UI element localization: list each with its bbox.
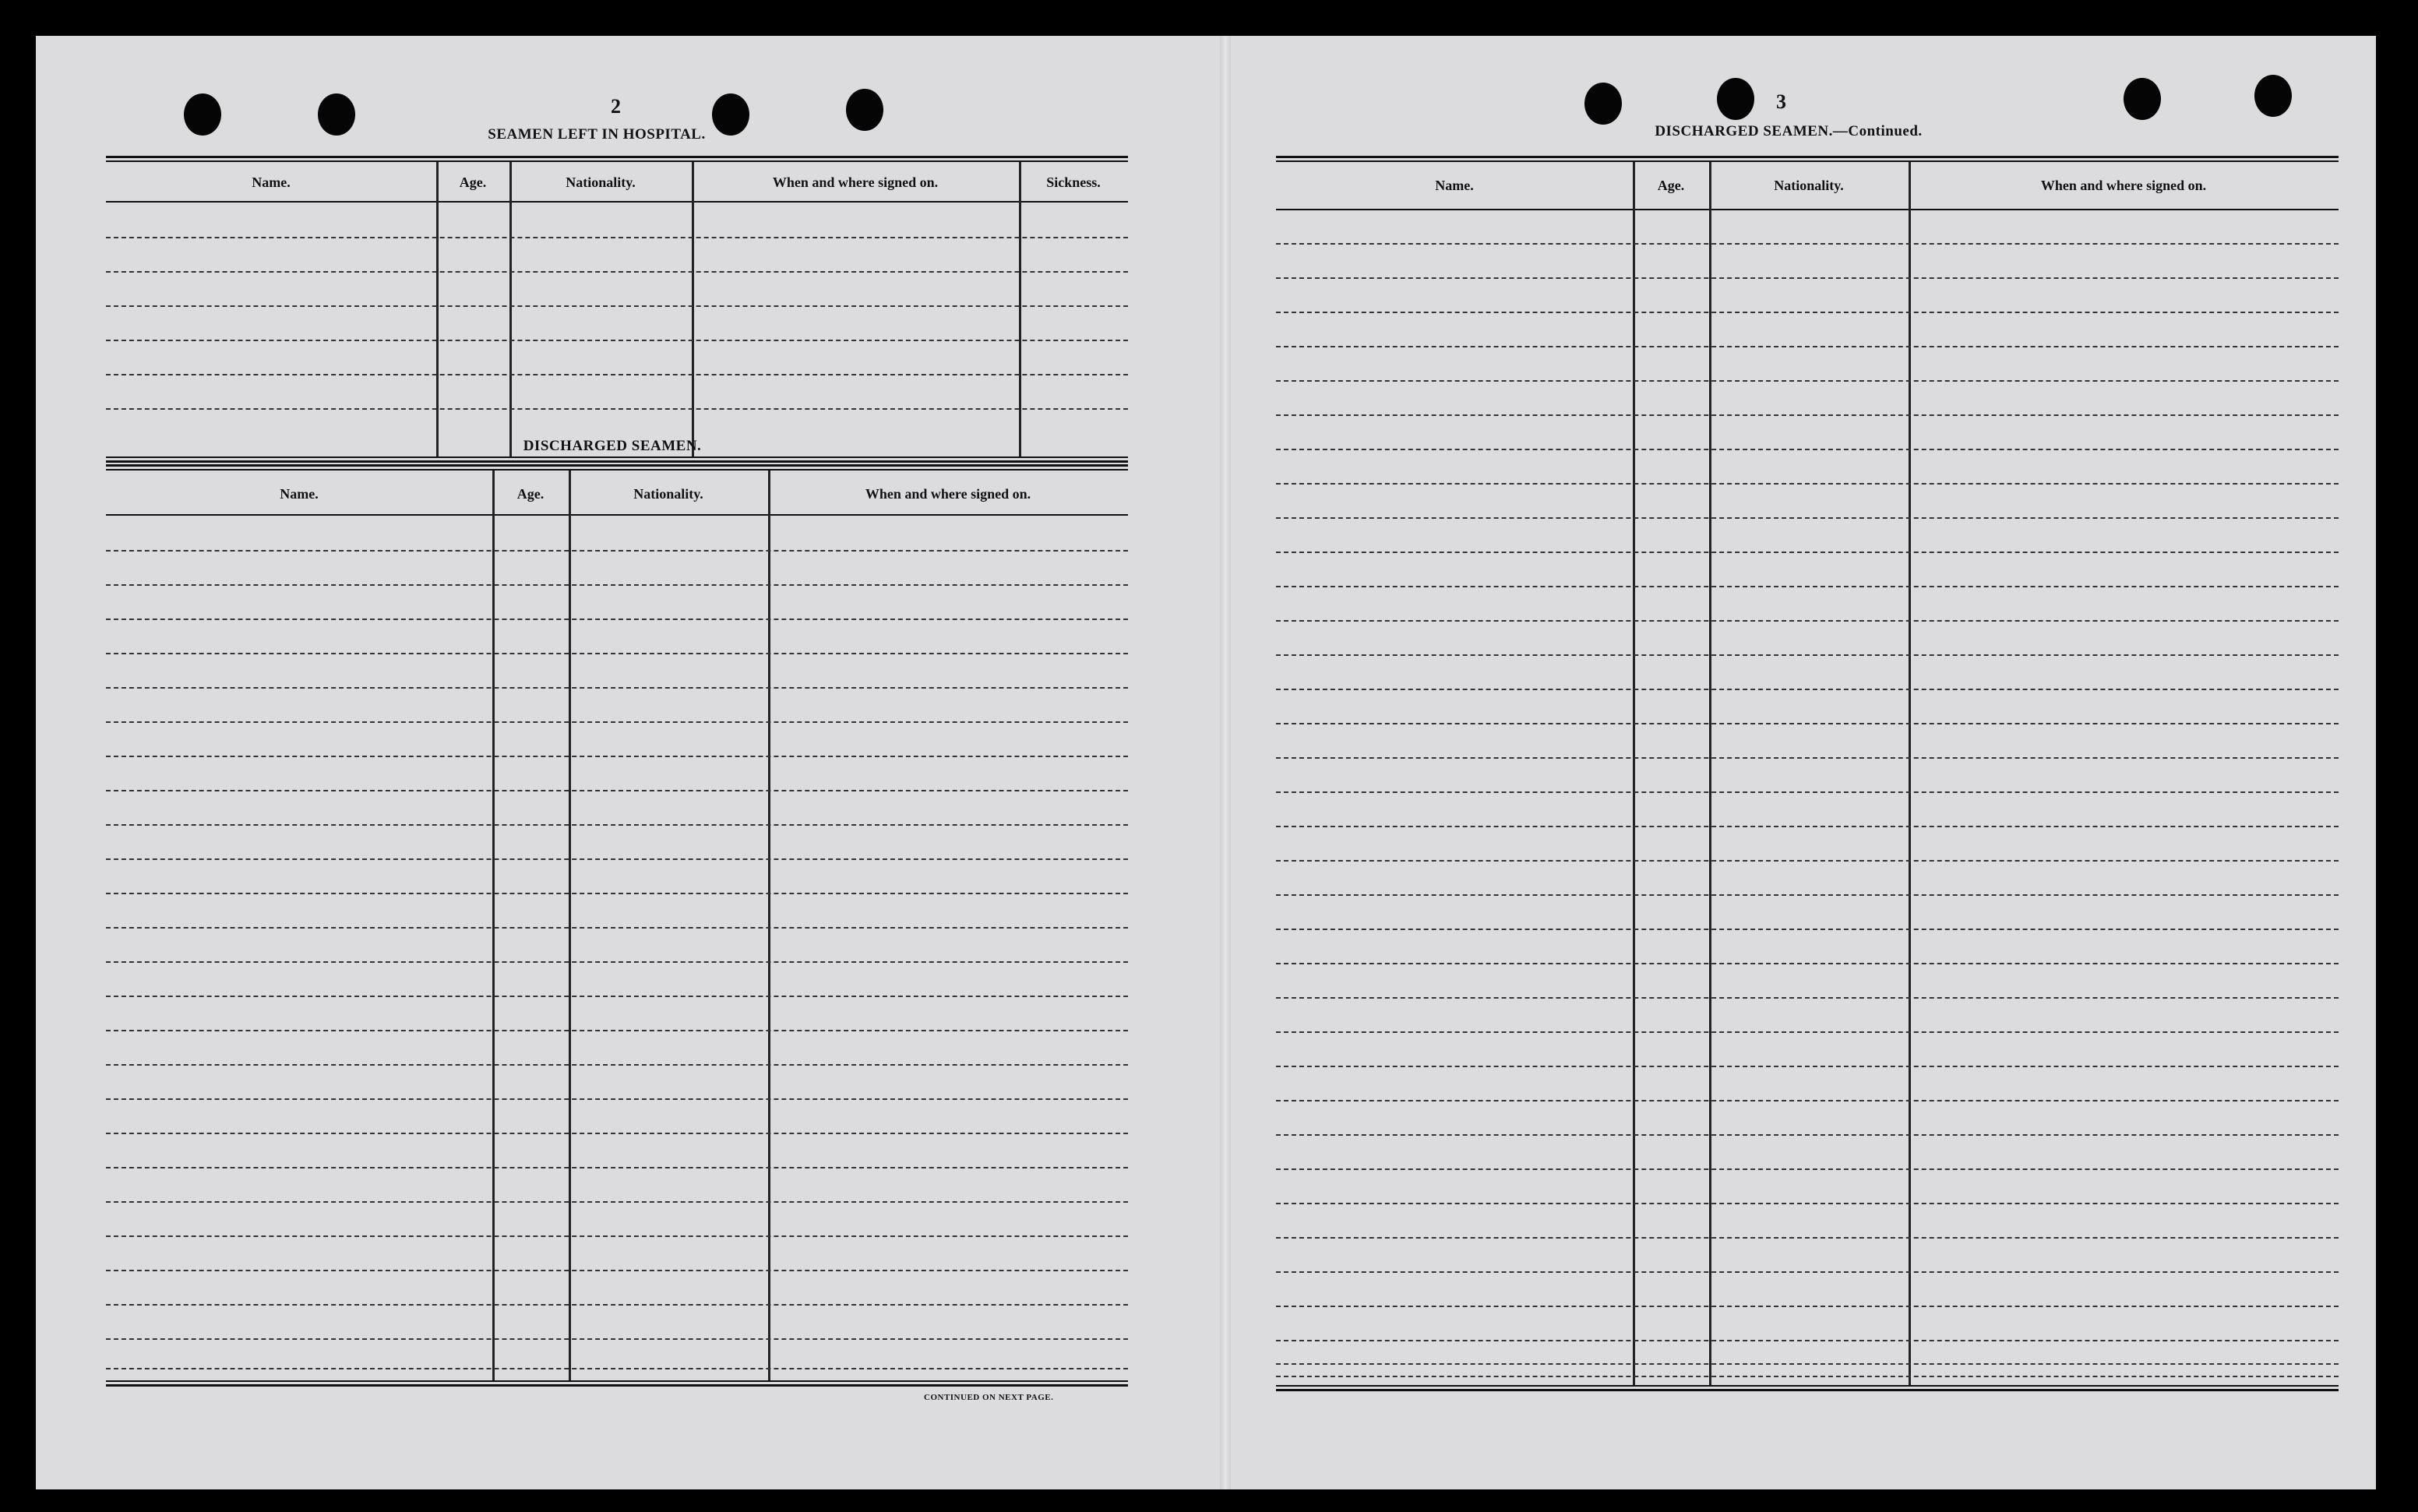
table-row xyxy=(106,961,1128,963)
table-row xyxy=(1276,860,2339,862)
table-row xyxy=(106,756,1128,757)
hospital-table xyxy=(106,156,1128,463)
table-row xyxy=(106,237,1128,238)
discharged-col-name: Name. xyxy=(280,486,319,502)
table-row xyxy=(1276,1031,2339,1033)
table-row xyxy=(1276,346,2339,347)
discharged-continued-title: DISCHARGED SEAMEN.—Continued. xyxy=(1655,123,1923,139)
table-row xyxy=(106,1098,1128,1100)
table-row xyxy=(106,790,1128,791)
continued-col-age: Age. xyxy=(1657,178,1685,193)
table-row xyxy=(1276,1376,2339,1377)
table-row xyxy=(1276,483,2339,485)
continued-col-nationality: Nationality. xyxy=(1774,178,1844,193)
punch-hole xyxy=(2124,78,2161,120)
table-row xyxy=(1276,963,2339,964)
table-row xyxy=(106,1368,1128,1369)
document-sheet xyxy=(36,36,2376,1489)
hospital-col-signed-on: When and where signed on. xyxy=(772,174,939,190)
continued-col-signed-on: When and where signed on. xyxy=(2040,178,2207,193)
table-row xyxy=(106,550,1128,552)
table-row xyxy=(106,305,1128,307)
table-row xyxy=(1276,826,2339,827)
punch-hole xyxy=(712,93,749,136)
table-row xyxy=(1276,894,2339,896)
table-row xyxy=(106,374,1128,375)
table-row xyxy=(106,1304,1128,1306)
hospital-section-title: SEAMEN LEFT IN HOSPITAL. xyxy=(488,126,706,143)
discharged-col-signed-on: When and where signed on. xyxy=(865,486,1031,502)
hospital-col-sickness: Sickness. xyxy=(1046,174,1101,190)
punch-hole xyxy=(1717,78,1754,120)
table-row xyxy=(106,1133,1128,1134)
table-row xyxy=(1276,1237,2339,1239)
table-row xyxy=(1276,757,2339,759)
table-row xyxy=(106,1338,1128,1340)
table-row xyxy=(106,824,1128,826)
hospital-col-name: Name. xyxy=(252,174,291,190)
table-row xyxy=(1276,414,2339,416)
table-row xyxy=(1276,1363,2339,1365)
table-row xyxy=(106,1030,1128,1031)
table-row xyxy=(106,858,1128,860)
table-row xyxy=(1276,380,2339,382)
table-row xyxy=(1276,1100,2339,1101)
table-row xyxy=(1276,1066,2339,1067)
table-row xyxy=(1276,1203,2339,1204)
table-row xyxy=(1276,620,2339,622)
table-row xyxy=(106,687,1128,689)
table-row xyxy=(106,653,1128,654)
punch-hole xyxy=(184,93,221,136)
punch-hole xyxy=(1584,83,1622,125)
table-row xyxy=(1276,517,2339,519)
discharged-table xyxy=(106,464,1128,1387)
table-row xyxy=(1276,552,2339,553)
discharged-continued-table xyxy=(1276,156,2339,1391)
table-row xyxy=(1276,312,2339,313)
table-row xyxy=(1276,586,2339,587)
table-row xyxy=(106,721,1128,723)
hospital-col-nationality: Nationality. xyxy=(566,174,636,190)
table-row xyxy=(1276,723,2339,724)
table-row xyxy=(1276,1340,2339,1341)
page-number-left: 2 xyxy=(611,95,621,118)
punch-hole xyxy=(846,89,883,131)
discharged-col-nationality: Nationality. xyxy=(633,486,703,502)
punch-hole xyxy=(2254,75,2292,117)
table-row xyxy=(1276,277,2339,279)
discharged-col-age: Age. xyxy=(516,486,545,502)
table-row xyxy=(106,927,1128,929)
table-row xyxy=(106,619,1128,620)
table-row xyxy=(1276,1134,2339,1136)
table-row xyxy=(1276,449,2339,450)
table-row xyxy=(106,408,1128,410)
table-row xyxy=(106,1235,1128,1237)
table-row xyxy=(1276,243,2339,245)
table-row xyxy=(1276,997,2339,999)
table-row xyxy=(106,1201,1128,1203)
hospital-col-age: Age. xyxy=(459,174,487,190)
table-row xyxy=(1276,1168,2339,1170)
table-row xyxy=(1276,791,2339,793)
page-fold xyxy=(1220,36,1231,1489)
continued-note: CONTINUED ON NEXT PAGE. xyxy=(924,1393,1054,1402)
table-row xyxy=(106,584,1128,586)
table-row xyxy=(106,271,1128,273)
discharged-section-title: DISCHARGED SEAMEN. xyxy=(523,438,702,454)
table-row xyxy=(106,893,1128,894)
table-row xyxy=(106,1064,1128,1066)
table-row xyxy=(1276,654,2339,656)
table-row xyxy=(106,1167,1128,1168)
table-row xyxy=(1276,1271,2339,1273)
table-row xyxy=(1276,689,2339,690)
table-row xyxy=(1276,1306,2339,1307)
table-row xyxy=(106,996,1128,997)
continued-col-name: Name. xyxy=(1435,178,1474,193)
table-row xyxy=(1276,929,2339,930)
table-row xyxy=(106,340,1128,341)
page-number-right: 3 xyxy=(1776,90,1786,113)
table-row xyxy=(106,1270,1128,1271)
punch-hole xyxy=(318,93,355,136)
